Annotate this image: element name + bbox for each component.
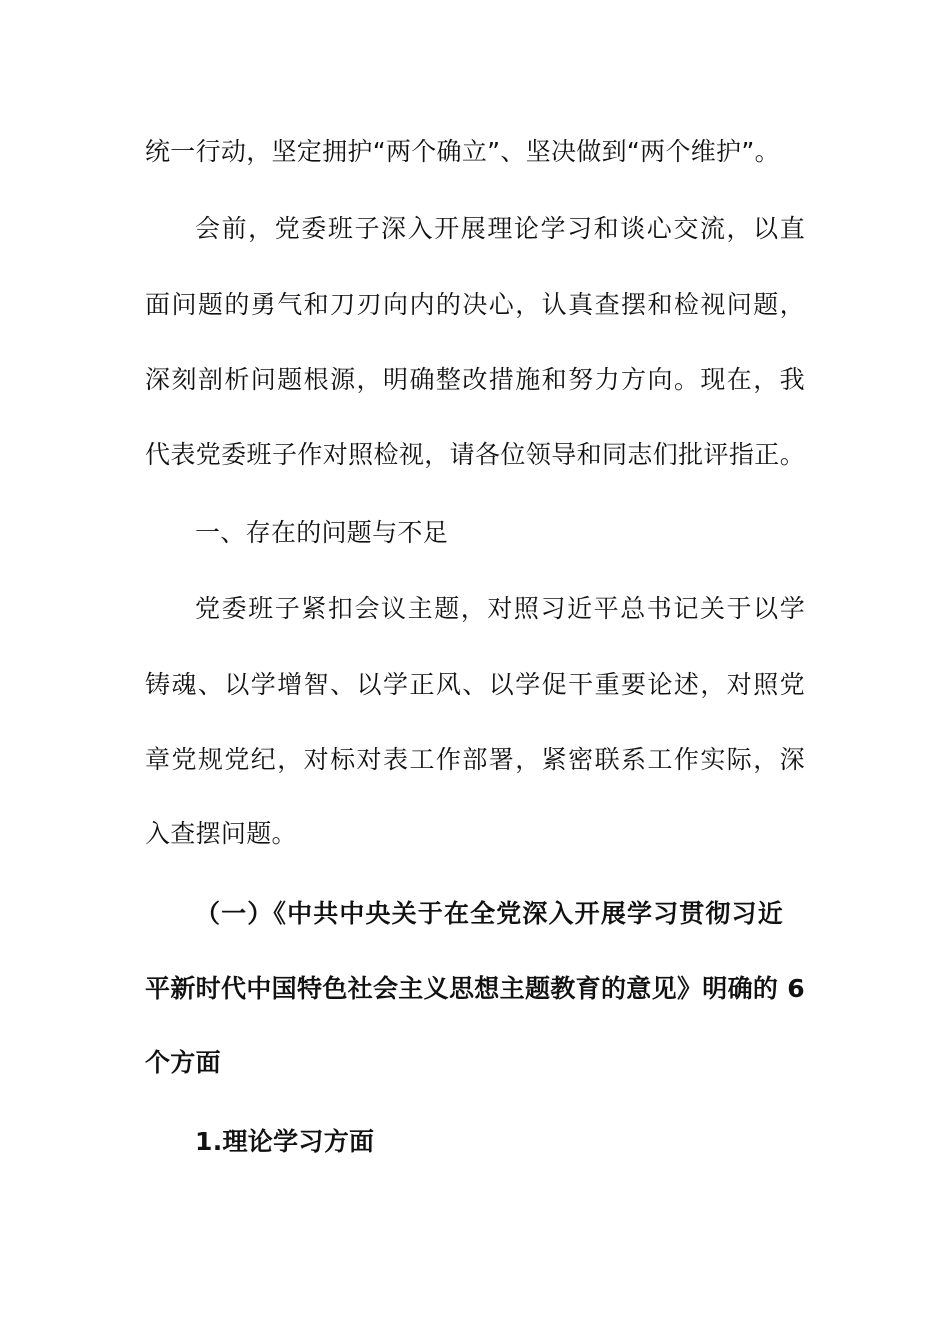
paragraph-line: 党委班子紧扣会议主题，对照习近平总书记关于以学 xyxy=(195,594,805,623)
paragraph-line: 会前，党委班子深入开展理论学习和谈心交流，以直 xyxy=(195,214,805,243)
paragraph-line: 面问题的勇气和刀刃向内的决心，认真查摆和检视问题， xyxy=(145,290,805,319)
paragraph-line: 代表党委班子作对照检视，请各位领导和同志们批评指正。 xyxy=(145,440,805,469)
subsection-heading-line: 个方面 xyxy=(145,1048,221,1077)
item-heading: 1.理论学习方面 xyxy=(195,1127,375,1156)
paragraph-line: 入查摆问题。 xyxy=(145,819,297,848)
paragraph-line: 铸魂、以学增智、以学正风、以学促干重要论述，对照党 xyxy=(145,670,805,699)
subsection-heading-line: 平新时代中国特色社会主义思想主题教育的意见》明确的 6 xyxy=(145,974,805,1003)
paragraph-line: 统一行动，坚定拥护“两个确立”、坚决做到“两个维护”。 xyxy=(145,137,780,166)
paragraph-line: 深刻剖析问题根源，明确整改措施和努力方向。现在，我 xyxy=(145,365,805,394)
paragraph-line: 章党规党纪，对标对表工作部署，紧密联系工作实际，深 xyxy=(145,745,805,774)
subsection-heading-line: （一）《中共中央关于在全党深入开展学习贯彻习近 xyxy=(195,899,783,928)
section-heading: 一、存在的问题与不足 xyxy=(195,518,449,547)
